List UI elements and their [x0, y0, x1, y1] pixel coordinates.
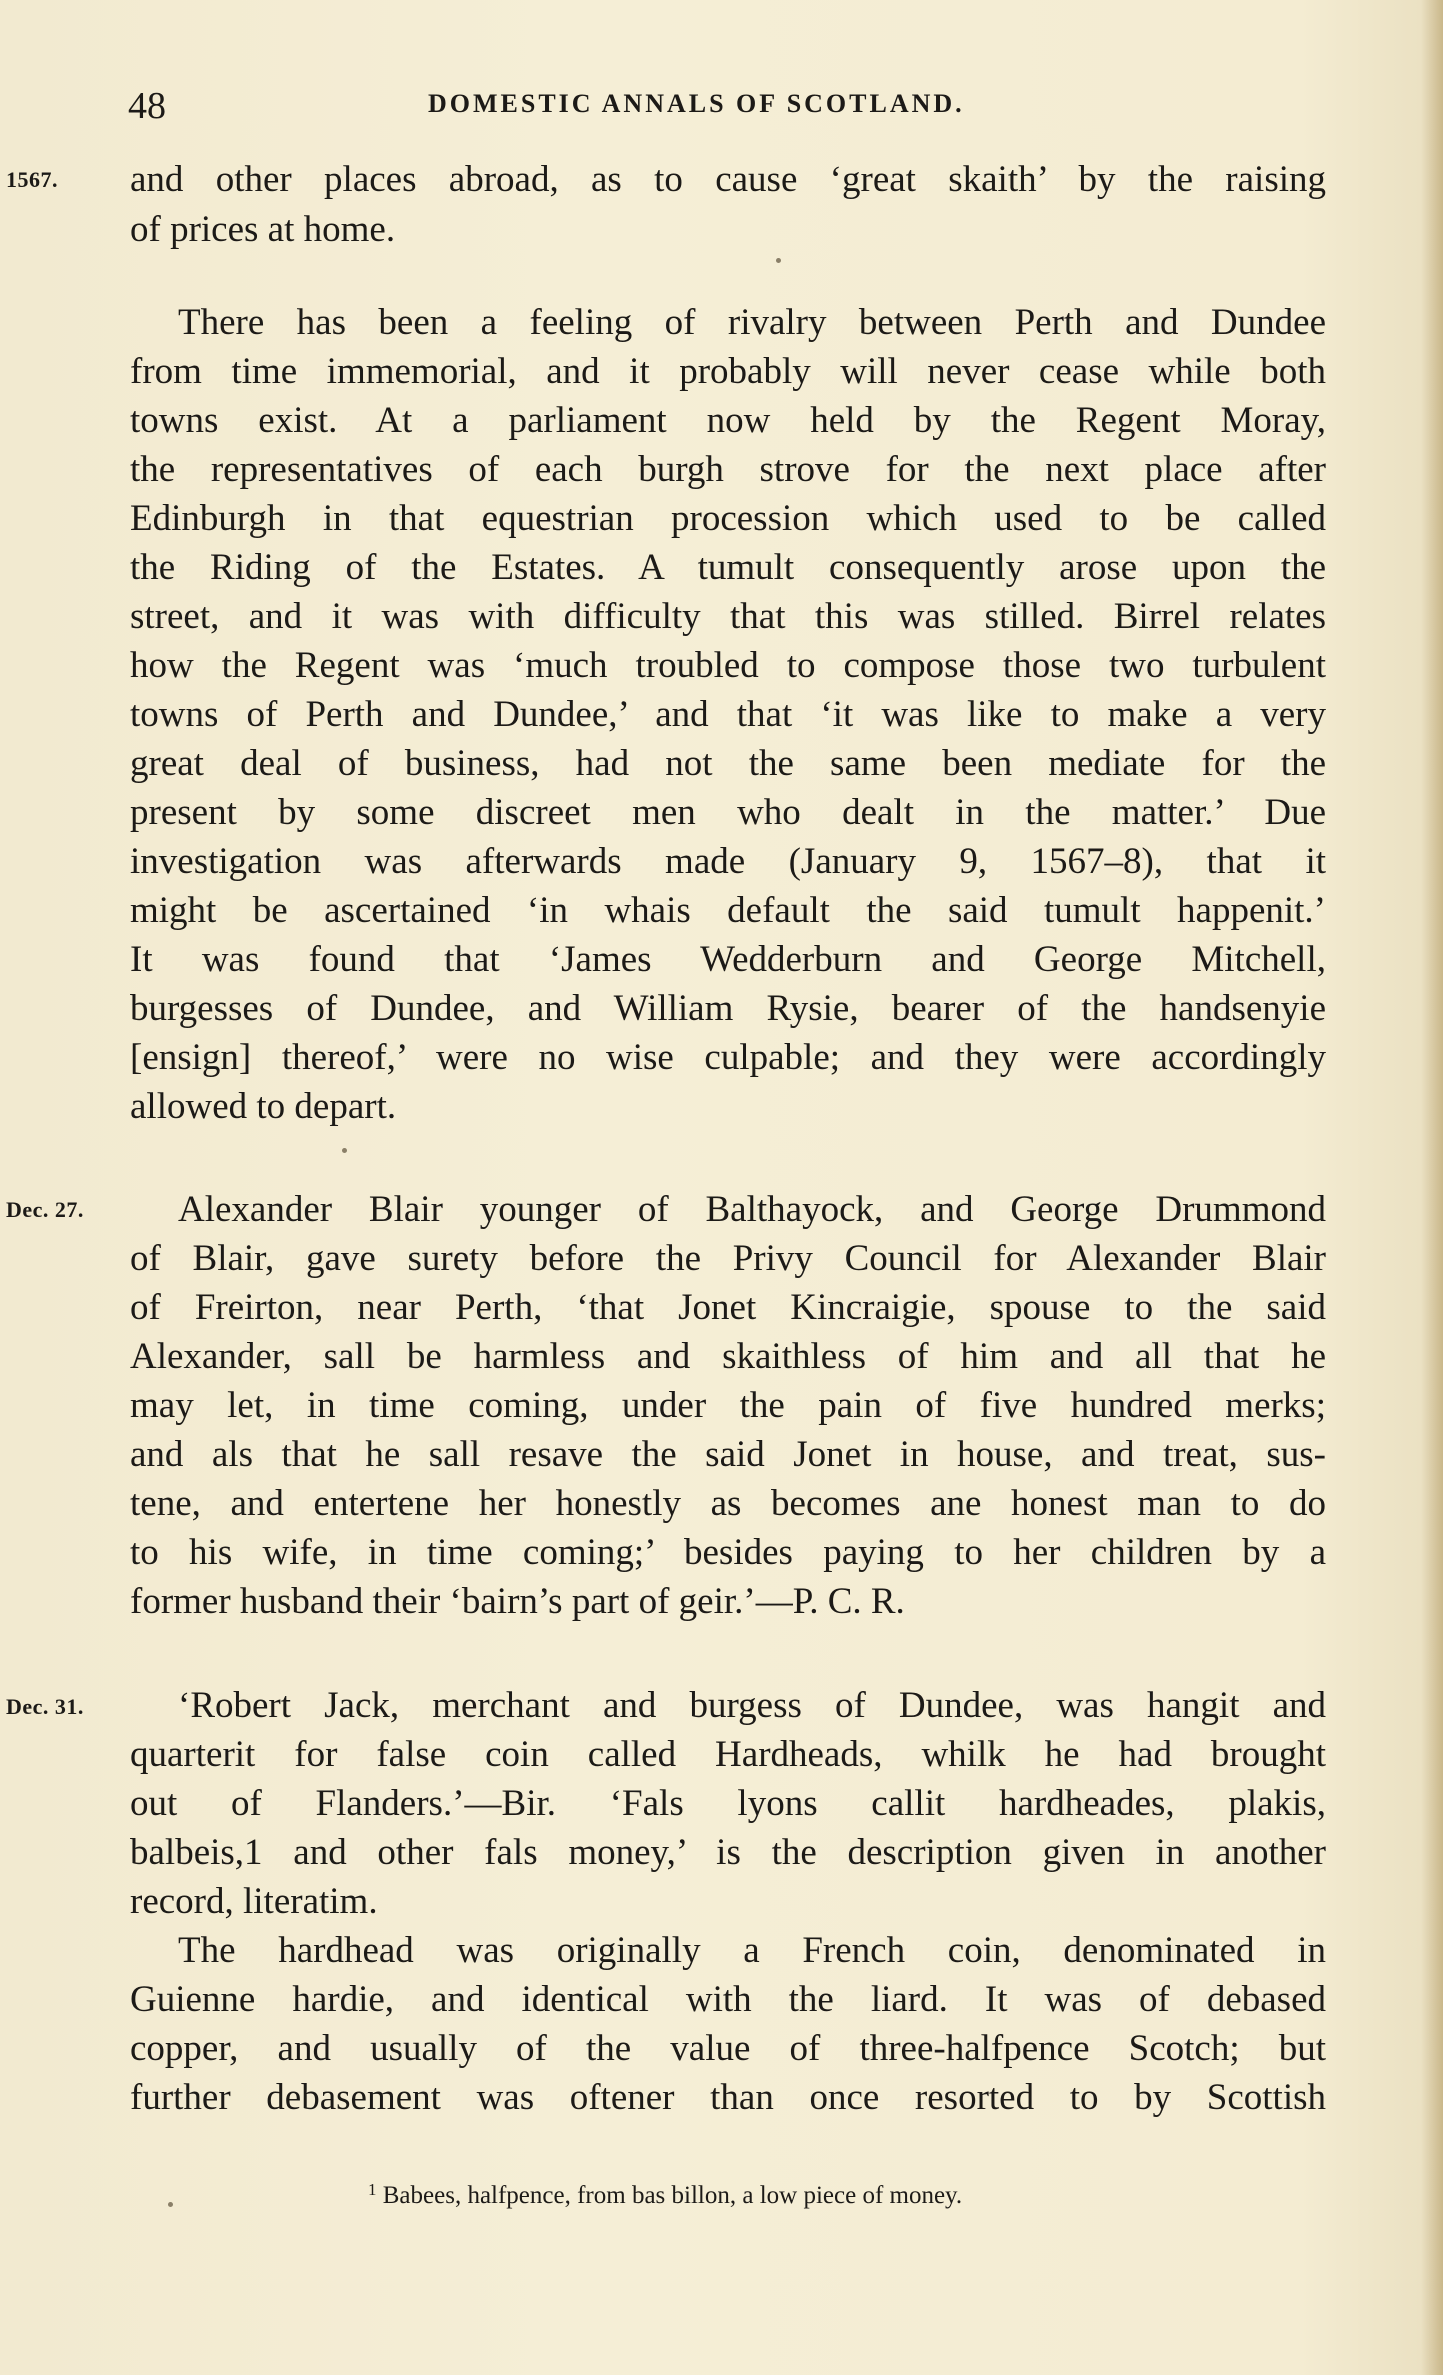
text-line: street, and it was with difficulty that this was stilled. Birrel relates: [130, 596, 1326, 637]
page-number: 48: [128, 85, 166, 127]
running-title: DOMESTIC ANNALS OF SCOTLAND.: [428, 89, 965, 118]
text-line: record, literatim.: [130, 1881, 378, 1922]
footnote-text: Babees, halfpence, from bas billon, a low piece of money.: [382, 2182, 963, 2209]
text-line: burgesses of Dundee, and William Rysie, bearer of the handsenyie: [130, 988, 1326, 1029]
text-line: former husband their ‘bairn’s part of geir.’—P. C. R.: [130, 1581, 905, 1622]
margin-note-date: Dec. 31.: [6, 1694, 84, 1719]
text-line: copper, and usually of the value of three-halfpence Scotch; but: [130, 2028, 1326, 2069]
text-line: to his wife, in time coming;’ besides paying to her children by a: [130, 1532, 1326, 1573]
text-line: Guienne hardie, and identical with the liard. It was of debased: [130, 1979, 1326, 2020]
text-line: the representatives of each burgh strove for the next place after: [130, 449, 1326, 490]
text-line: towns exist. At a parliament now held by the Regent Moray,: [130, 400, 1326, 441]
text-line: It was found that ‘James Wedderburn and George Mitchell,: [130, 939, 1326, 980]
running-head: [128, 84, 1328, 127]
text-line: investigation was afterwards made (January 9, 1567–8), that it: [130, 841, 1326, 882]
footnote-marker: 1: [368, 2180, 377, 2199]
print-speck: [168, 2202, 173, 2207]
text-line: how the Regent was ‘much troubled to compose those two turbulent: [130, 645, 1326, 686]
print-speck: [776, 258, 781, 263]
text-line: and other places abroad, as to cause ‘great skaith’ by the raising: [130, 159, 1326, 200]
text-line: great deal of business, had not the same been mediate for the: [130, 743, 1326, 784]
text-line: Edinburgh in that equestrian procession which used to be called: [130, 498, 1326, 539]
text-line: might be ascertained ‘in whais default the said tumult happenit.’: [130, 890, 1326, 931]
text-line: Alexander Blair younger of Balthayock, and George Drummond: [178, 1189, 1326, 1230]
text-line: present by some discreet men who dealt in the matter.’ Due: [130, 792, 1326, 833]
text-line: out of Flanders.’—Bir. ‘Fals lyons callit hardheades, plakis,: [130, 1783, 1326, 1824]
text-line: further debasement was oftener than once resorted to by Scottish: [130, 2077, 1326, 2118]
text-line: allowed to depart.: [130, 1086, 397, 1127]
margin-note-year: 1567.: [6, 167, 58, 192]
footnote: [368, 2180, 962, 2210]
text-line: may let, in time coming, under the pain of five hundred merks;: [130, 1385, 1326, 1426]
text-line: of prices at home.: [130, 209, 396, 250]
text-line: tene, and entertene her honestly as becomes ane honest man to do: [130, 1483, 1326, 1524]
text-line: [ensign] thereof,’ were no wise culpable; and they were accordingly: [130, 1037, 1326, 1078]
text-line: the Riding of the Estates. A tumult consequently arose upon the: [130, 547, 1326, 588]
print-speck: [342, 1148, 347, 1153]
text-line: and als that he sall resave the said Jonet in house, and treat, sus-: [130, 1434, 1326, 1475]
text-line: of Blair, gave surety before the Privy Council for Alexander Blair: [130, 1238, 1326, 1279]
text-line: ‘Robert Jack, merchant and burgess of Dundee, was hangit and: [178, 1685, 1326, 1726]
text-line: quarterit for false coin called Hardheads, whilk he had brought: [130, 1734, 1326, 1775]
text-line: from time immemorial, and it probably will never cease while both: [130, 351, 1326, 392]
text-line: towns of Perth and Dundee,’ and that ‘it was like to make a very: [130, 694, 1326, 735]
text-line: of Freirton, near Perth, ‘that Jonet Kincraigie, spouse to the said: [130, 1287, 1326, 1328]
text-line: There has been a feeling of rivalry between Perth and Dundee: [178, 302, 1326, 343]
text-line: The hardhead was originally a French coin, denominated in: [178, 1930, 1326, 1971]
page-edge-shadow: [1421, 0, 1443, 2375]
text-line: balbeis,1 and other fals money,’ is the description given in another: [130, 1832, 1326, 1873]
margin-note-date: Dec. 27.: [6, 1197, 84, 1222]
text-line: Alexander, sall be harmless and skaithless of him and all that he: [130, 1336, 1326, 1377]
